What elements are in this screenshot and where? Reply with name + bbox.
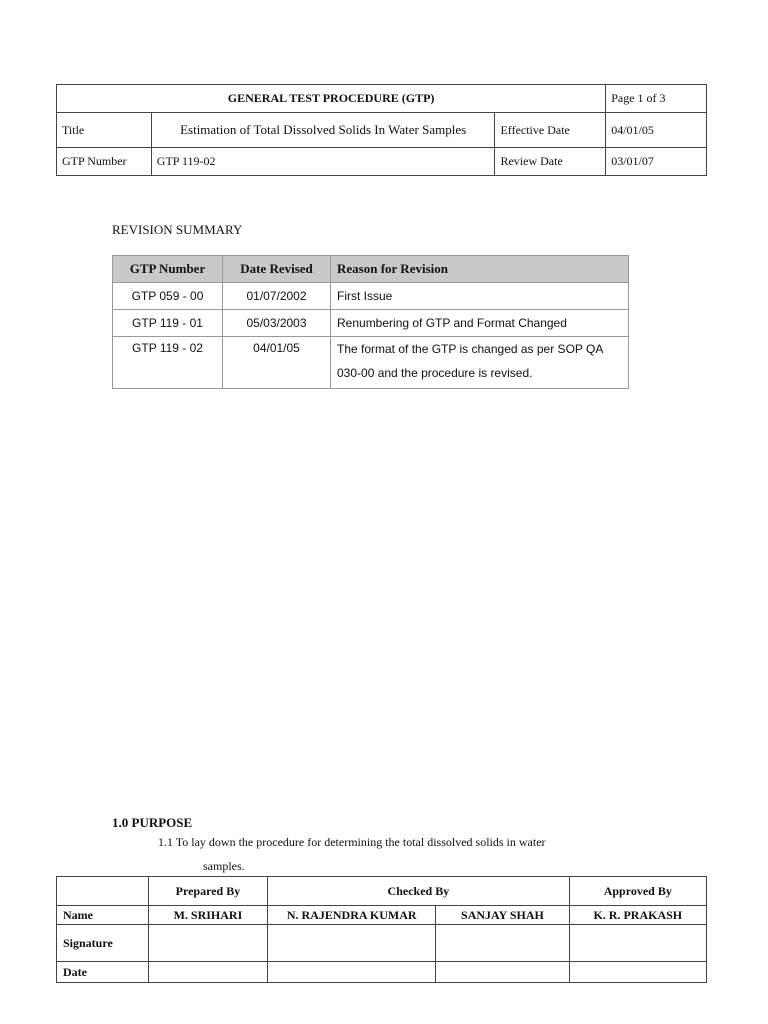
checked-by-name-1: N. RAJENDRA KUMAR bbox=[268, 906, 436, 925]
table-row bbox=[113, 283, 629, 310]
purpose-text bbox=[158, 830, 655, 878]
column-header-date-revised: Date Revised bbox=[223, 256, 331, 283]
revision-reason: First Issue bbox=[331, 283, 629, 310]
table-row bbox=[113, 310, 629, 337]
gtp-number: GTP 119-02 bbox=[151, 148, 495, 176]
purpose-line-2: samples. bbox=[203, 859, 245, 873]
revision-reason: The format of the GTP is changed as per SOP QA 030-00 and the procedure is revised. bbox=[331, 337, 629, 389]
signature-cell bbox=[148, 925, 267, 962]
date-row-label: Date bbox=[57, 962, 149, 983]
approved-by-header: Approved By bbox=[569, 877, 706, 906]
date-cell bbox=[268, 962, 436, 983]
title-label: Title bbox=[57, 113, 152, 148]
approved-by-name: K. R. PRAKASH bbox=[569, 906, 706, 925]
review-date: 03/01/07 bbox=[606, 148, 707, 176]
document-title: Estimation of Total Dissolved Solids In Water Samples bbox=[151, 113, 495, 148]
signature-cell bbox=[436, 925, 569, 962]
review-date-label: Review Date bbox=[495, 148, 606, 176]
signature-row-label: Signature bbox=[57, 925, 149, 962]
prepared-by-name: M. SRIHARI bbox=[148, 906, 267, 925]
name-row-label: Name bbox=[57, 906, 149, 925]
revision-date: 05/03/2003 bbox=[223, 310, 331, 337]
checked-by-header: Checked By bbox=[268, 877, 569, 906]
revision-table bbox=[112, 255, 629, 389]
revision-reason: Renumbering of GTP and Format Changed bbox=[331, 310, 629, 337]
header-table bbox=[56, 84, 707, 176]
revision-gtp-number: GTP 119 - 01 bbox=[113, 310, 223, 337]
effective-date-label: Effective Date bbox=[495, 113, 606, 148]
page-number: Page 1 of 3 bbox=[606, 85, 707, 113]
date-cell bbox=[148, 962, 267, 983]
gtp-number-label: GTP Number bbox=[57, 148, 152, 176]
revision-summary-heading: REVISION SUMMARY bbox=[112, 222, 243, 237]
column-header-reason: Reason for Revision bbox=[331, 256, 629, 283]
date-cell bbox=[436, 962, 569, 983]
signature-cell bbox=[268, 925, 436, 962]
purpose-line-1: 1.1 To lay down the procedure for determining the total dissolved solids in water bbox=[158, 835, 546, 849]
revision-date: 01/07/2002 bbox=[223, 283, 331, 310]
document-type: GENERAL TEST PROCEDURE (GTP) bbox=[57, 85, 606, 113]
signature-cell bbox=[569, 925, 706, 962]
effective-date: 04/01/05 bbox=[606, 113, 707, 148]
date-cell bbox=[569, 962, 706, 983]
revision-gtp-number: GTP 119 - 02 bbox=[113, 337, 223, 389]
column-header-gtp-number: GTP Number bbox=[113, 256, 223, 283]
blank-header-cell bbox=[57, 877, 149, 906]
purpose-heading: 1.0 PURPOSE bbox=[112, 815, 193, 830]
table-row bbox=[113, 337, 629, 389]
checked-by-name-2: SANJAY SHAH bbox=[436, 906, 569, 925]
revision-gtp-number: GTP 059 - 00 bbox=[113, 283, 223, 310]
revision-date: 04/01/05 bbox=[223, 337, 331, 389]
prepared-by-header: Prepared By bbox=[148, 877, 267, 906]
signature-table bbox=[56, 876, 707, 983]
